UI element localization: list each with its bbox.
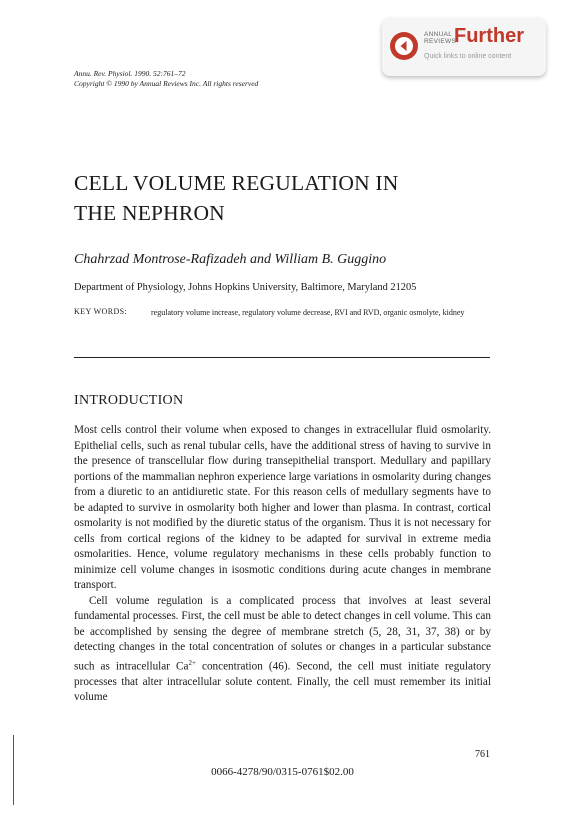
further-badge[interactable] (382, 18, 546, 76)
copyright-line: Copyright © 1990 by Annual Reviews Inc. All rights reserved (74, 79, 259, 88)
affiliation: Department of Physiology, Johns Hopkins University, Baltimore, Maryland 21205 (74, 282, 417, 293)
keywords-text: regulatory volume increase, regulatory volume decrease, RVI and RVD, organic osmolyte, kidney (151, 308, 465, 317)
keywords-label: KEY WORDS: (74, 307, 128, 316)
badge-further-label: Further (454, 25, 524, 47)
footer-code: 0066-4278/90/0315-0761$02.00 (211, 766, 354, 778)
badge-tagline: Quick links to online content (424, 53, 512, 60)
play-icon (390, 32, 418, 60)
journal-citation (74, 69, 258, 89)
margin-mark (13, 735, 14, 805)
citation-line: Annu. Rev. Physiol. 1990. 52:761–72 (74, 69, 186, 78)
page-number: 761 (475, 749, 490, 760)
paragraph: Most cells control their volume when exposed to changes in extracellular fluid osmolarity. Epithelial cells, such as renal tubular cells, have the additional stress of having to survive in the presence of transcellular flow during transepithelial transport. Medullary and papillary portions of the mammalian nephron experience large variations in osmolarity during changes from a diuretic to an antidiuretic state. For this reason cells of medullary segments have to be adapted to survive in osmolarity both higher and lower than plasma. In contrast, cortical osmolarity is not modified by the diuretic status of the organism. Thus it is not necessary for cells from cortical regions of the kidney to be adapted for survival in extreme media osmolarities. Hence, volume regulatory mechanisms in these cells probably function to minimize cell volume changes in isosmotic conditions during acute changes in membrane transport. (74, 424, 491, 591)
article-title: CELL VOLUME REGULATION IN THE NEPHRON (74, 171, 399, 225)
badge-annual-reviews-label: ANNUAL REVIEWS (424, 31, 457, 45)
paragraph: Cell volume regulation is a complicated process that involves at least several fundamental processes. First, the cell must be able to detect changes in cell volume. This can be accomplished by sensing the degree of membrane stretch (5, 28, 31, 37, 38) or by detecting changes in the total concentration of solutes or changes in a particular substance such as intracellular $Ca^{2+}$ concentration (46). Second, the cell must initiate regulatory processes that alter intracellular solute content. Finally, the cell must remember its initial volume (74, 594, 492, 704)
divider (74, 357, 490, 358)
body-text (74, 423, 491, 706)
section-heading: INTRODUCTION (74, 393, 184, 408)
authors: Chahrzad Montrose-Rafizadeh and William B. Guggino (74, 252, 387, 267)
